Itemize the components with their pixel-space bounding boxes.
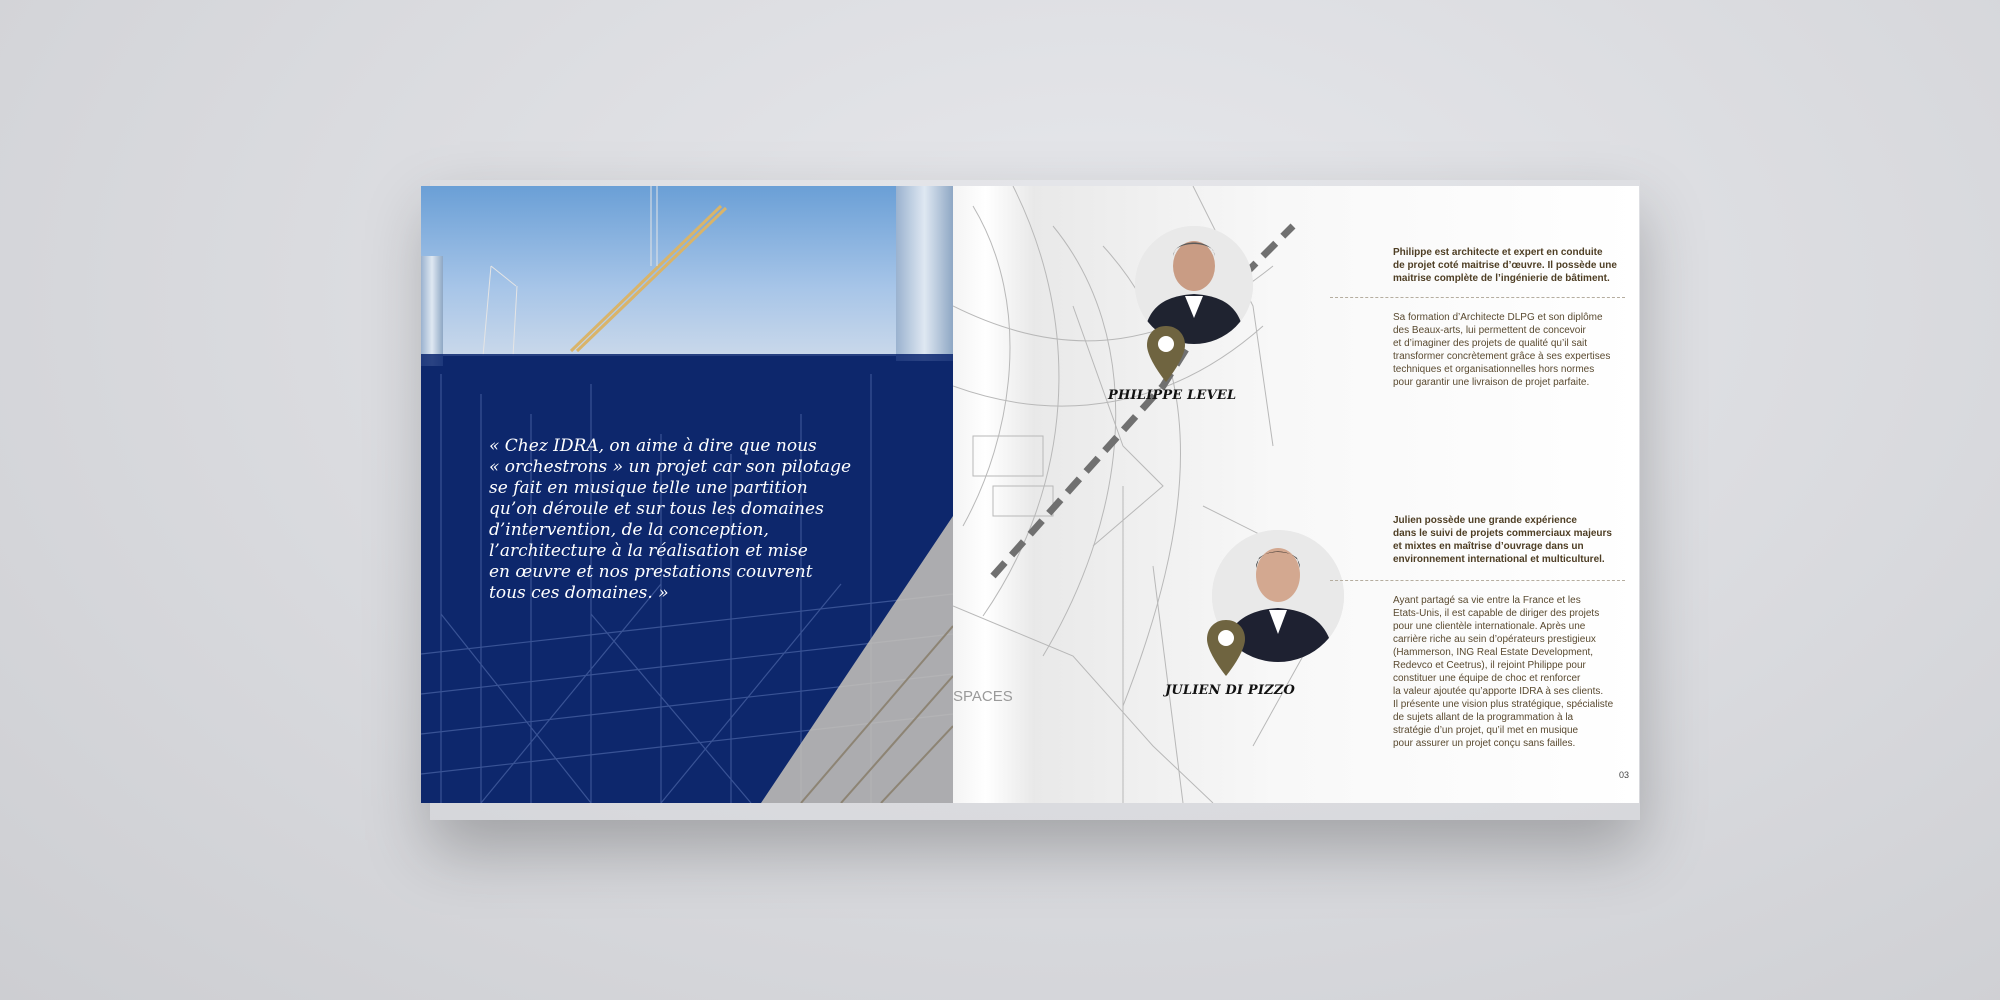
bio-line: Julien possède une grande expérience <box>1393 515 1577 526</box>
bio-line: Il présente une vision plus stratégique, spécialiste <box>1393 699 1614 710</box>
bio-line: carrière riche au sein d’opérateurs prestigieux <box>1393 634 1596 645</box>
bio-intro <box>1393 514 1628 566</box>
bio-line: stratégie d’un projet, qu’il met en musique <box>1393 725 1579 736</box>
bio-line: pour une clientèle internationale. Après une <box>1393 621 1586 632</box>
bio-line: constituer une équipe de choc et renforcer <box>1393 673 1581 684</box>
bio-line: Philippe est architecte et expert en conduite <box>1393 247 1603 258</box>
quote-line: d’intervention, de la conception, <box>489 520 769 540</box>
bio-line: techniques et organisationnelles hors normes <box>1393 364 1595 375</box>
bio-line: et d’imaginer des projets de qualité qu’il sait <box>1393 338 1587 349</box>
bio-line: Ayant partagé sa vie entre la France et les <box>1393 595 1581 606</box>
bio-line: transformer concrètement grâce à ses expertises <box>1393 351 1611 362</box>
quote-line: qu’on déroule et sur tous les domaines <box>489 499 824 519</box>
quote-text <box>489 436 859 604</box>
location-pin-icon <box>1147 326 1185 382</box>
bio-line: environnement international et multiculturel. <box>1393 554 1605 565</box>
person-name: PHILIPPE LEVEL <box>1108 388 1237 403</box>
bio-intro <box>1393 246 1628 285</box>
page-number: 03 <box>1619 770 1630 780</box>
person-name: JULIEN DI PIZZO <box>1165 683 1296 698</box>
bio-line: Sa formation d’Architecte DLPG et son diplôme <box>1393 312 1603 323</box>
bio-text <box>1393 594 1628 750</box>
divider <box>1330 297 1625 298</box>
quote-line: « orchestrons » un projet car son pilotage <box>489 457 852 477</box>
map-label: SPACES <box>953 688 1013 705</box>
bio-text <box>1393 311 1628 389</box>
location-pin-icon <box>1207 620 1245 676</box>
divider <box>1330 580 1625 581</box>
quote-line: en œuvre et nos prestations couvrent <box>489 562 813 582</box>
quote-line: « Chez IDRA, on aime à dire que nous <box>489 436 817 456</box>
bio-line: des Beaux-arts, lui permettent de concevoir <box>1393 325 1586 336</box>
bio-line: pour assurer un projet conçu sans failles. <box>1393 738 1576 749</box>
bio-line: pour garantir une livraison de projet parfaite. <box>1393 377 1590 388</box>
bio-line: de sujets allant de la programmation à la <box>1393 712 1574 723</box>
bio-line: (Hammerson, ING Real Estate Development, <box>1393 647 1594 658</box>
quote-line: se fait en musique telle une partition <box>489 478 808 498</box>
bio-line: la valeur ajoutée qu’apporte IDRA à ses clients. <box>1393 686 1604 697</box>
bio-line: de projet coté maitrise d’œuvre. Il possède une <box>1393 260 1617 271</box>
quote-line: l’architecture à la réalisation et mise <box>489 541 808 561</box>
bio-line: et mixtes en maîtrise d’ouvrage dans un <box>1393 541 1584 552</box>
quote-line: tous ces domaines. » <box>489 583 669 603</box>
bio-line: dans le suivi de projets commerciaux majeurs <box>1393 528 1612 539</box>
bio-line: maitrise complète de l’ingénierie de bâtiment. <box>1393 273 1610 284</box>
left-page-photo <box>421 186 953 803</box>
bio-line: Redevco et Ceetrus), il rejoint Philippe pour <box>1393 660 1586 671</box>
bio-line: Etats-Unis, il est capable de diriger des projets <box>1393 608 1600 619</box>
